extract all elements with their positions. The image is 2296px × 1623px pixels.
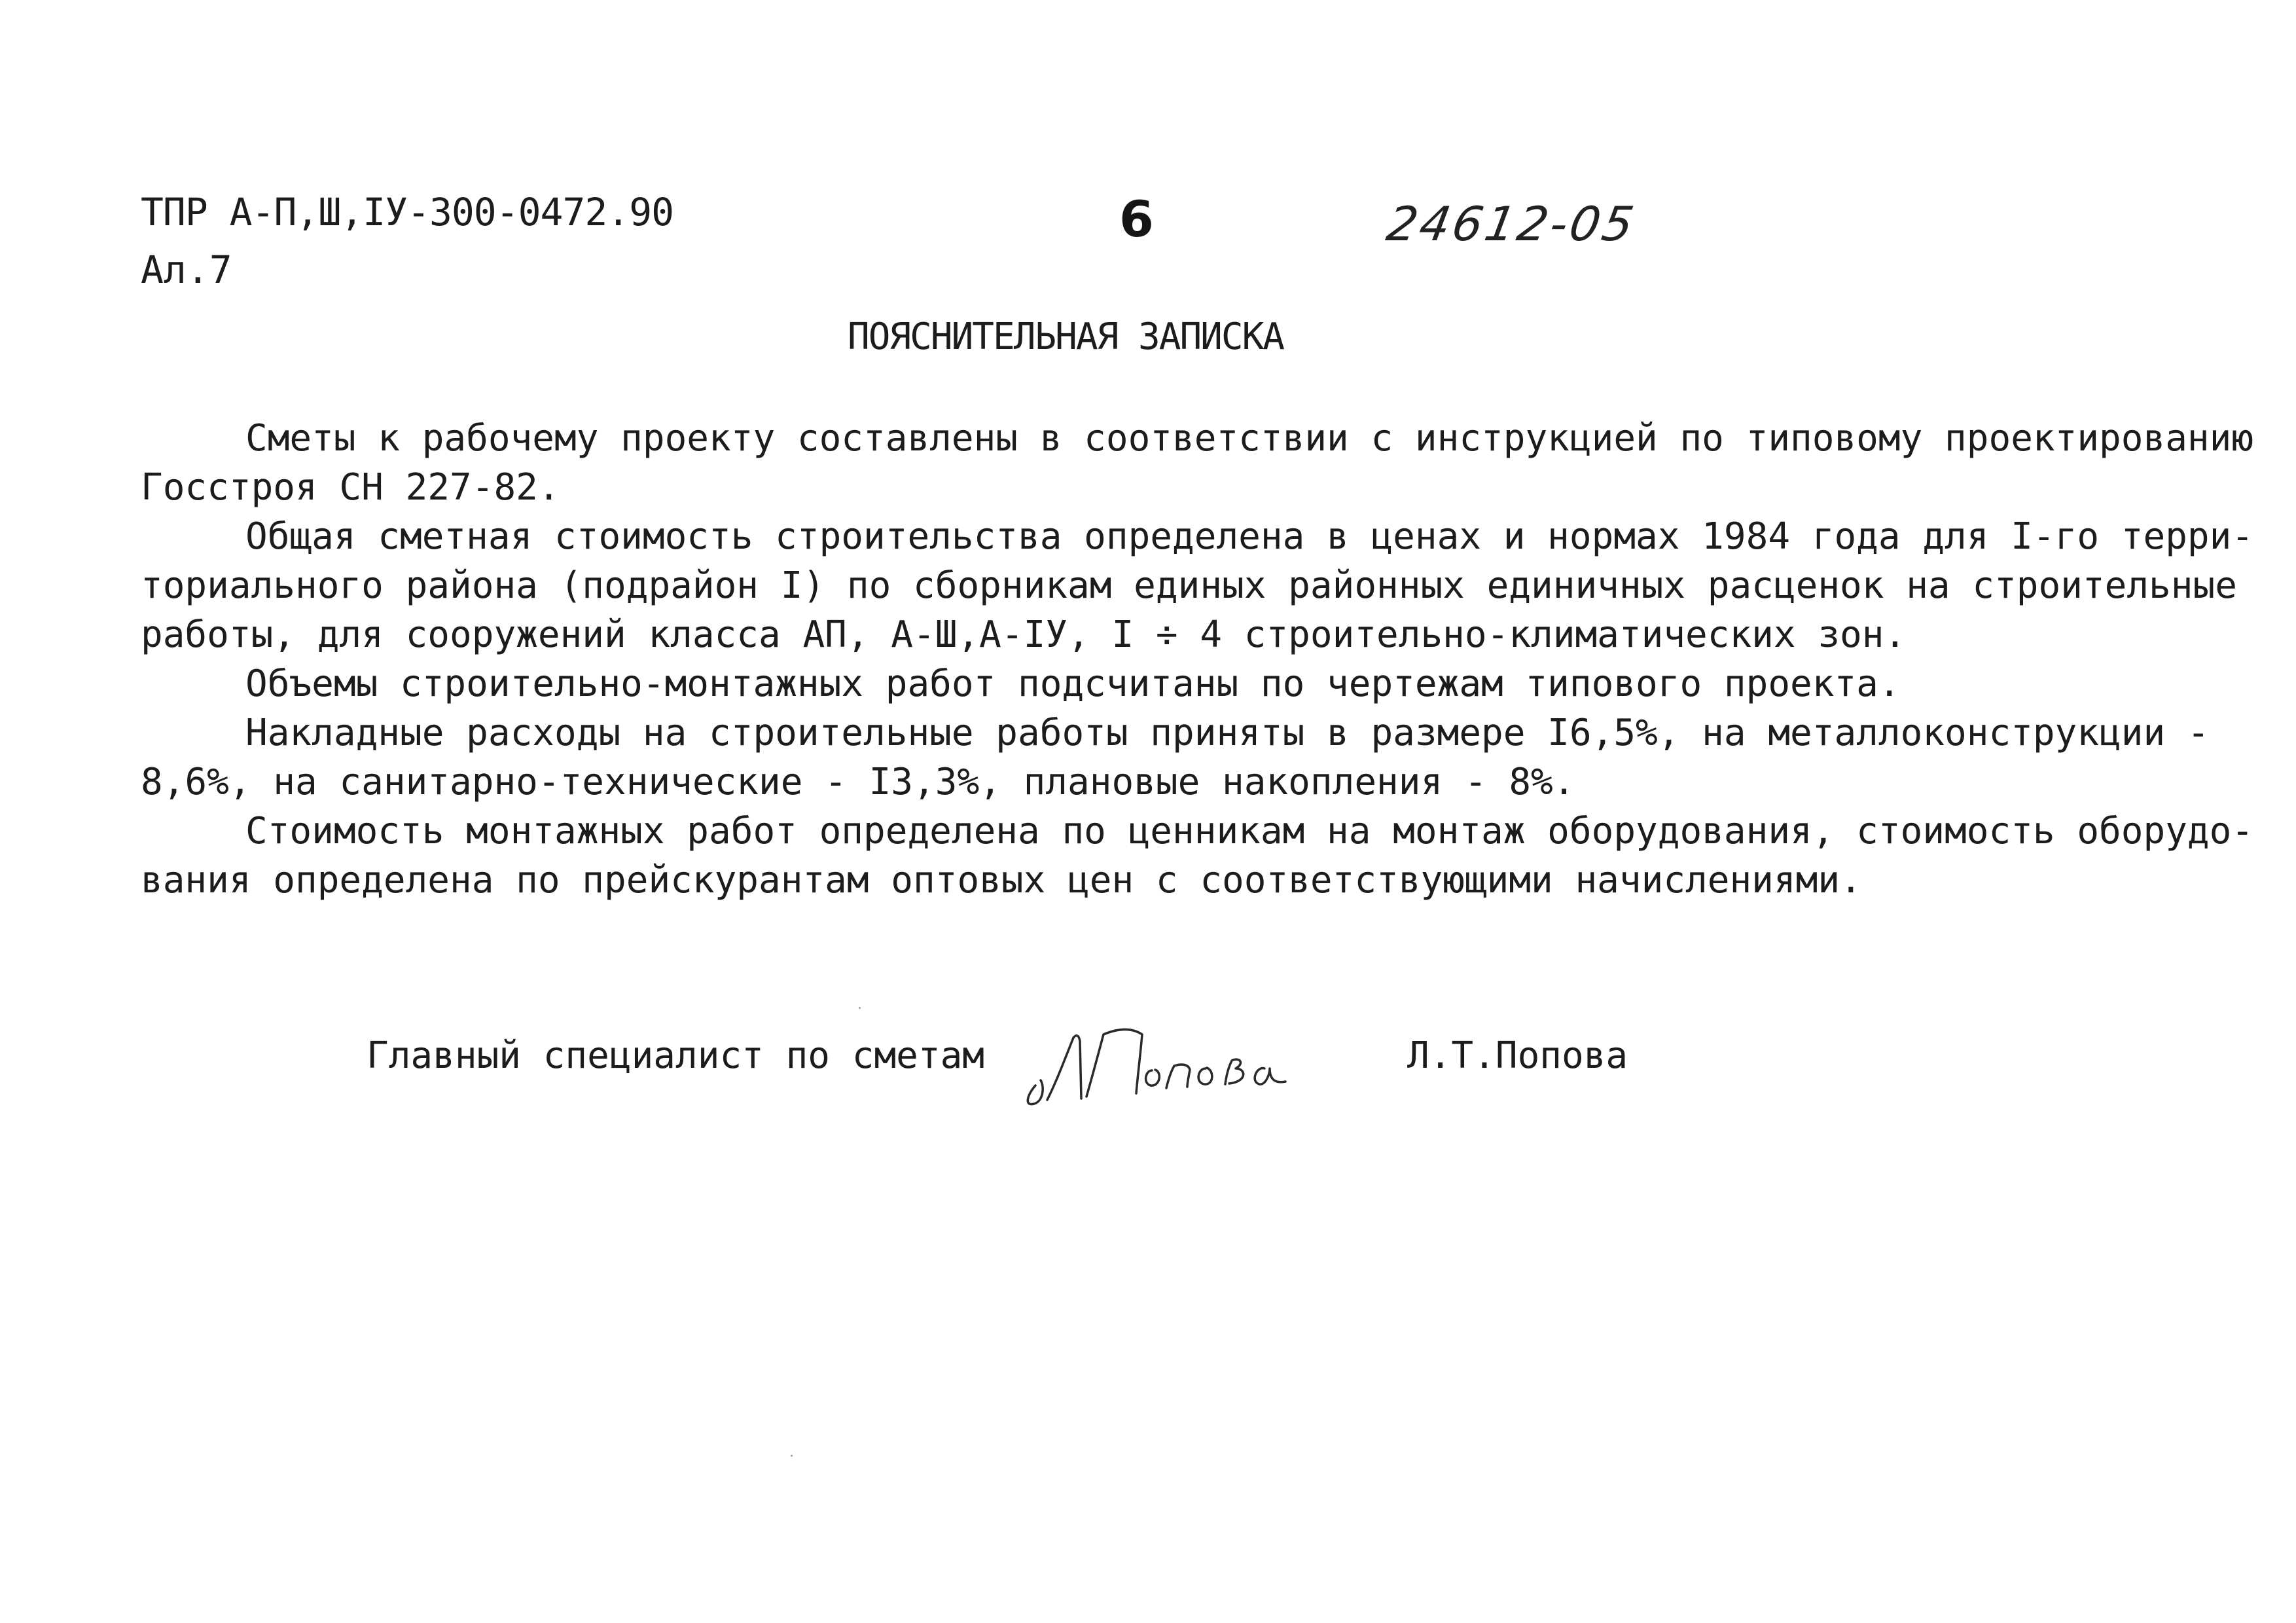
signoff-role: Главный специалист по сметам [367, 1034, 985, 1077]
document-code: ТПР А-П,Ш,IУ-300-0472.90 [141, 190, 674, 234]
body-line: 8,6%, на санитарно-технические - I3,3%, плановые накопления - 8%. [141, 761, 1575, 803]
page-number: 6 [1119, 190, 1154, 248]
body-text [141, 414, 2254, 905]
scan-speck [859, 1007, 861, 1009]
body-line: ториального района (подрайон I) по сборникам единых районных единичных расценок на строительные [141, 564, 2237, 607]
body-line: Госстроя СН 227-82. [141, 466, 560, 509]
sheet-label: Ал.7 [141, 247, 232, 292]
scan-speck [791, 1455, 793, 1457]
signoff-name: Л.Т.Попова [1407, 1034, 1628, 1077]
body-line: Сметы к рабочему проекту составлены в соответствии с инструкцией по типовому проектированию [245, 417, 2254, 460]
body-line: вания определена по прейскурантам оптовых цен с соответствующими начислениями. [141, 859, 1862, 902]
body-line: работы, для сооружений класса АП, А-Ш,А-IУ, I ÷ 4 строительно-климатических зон. [141, 613, 1907, 656]
body-line: Накладные расходы на строительные работы приняты в размере I6,5%, на металлоконструкции - [245, 712, 2210, 754]
archive-number: 24612-05 [1382, 196, 1641, 251]
handwritten-signature [1021, 1008, 1296, 1106]
body-line: Стоимость монтажных работ определена по ценникам на монтаж оборудования, стоимость оборудо- [245, 810, 2254, 852]
body-line: Общая сметная стоимость строительства определена в ценах и нормах 1984 года для I-го терри- [245, 515, 2254, 558]
body-line: Объемы строительно-монтажных работ подсчитаны по чертежам типового проекта. [245, 663, 1901, 705]
document-title: ПОЯСНИТЕЛЬНАЯ ЗАПИСКА [848, 316, 1284, 358]
